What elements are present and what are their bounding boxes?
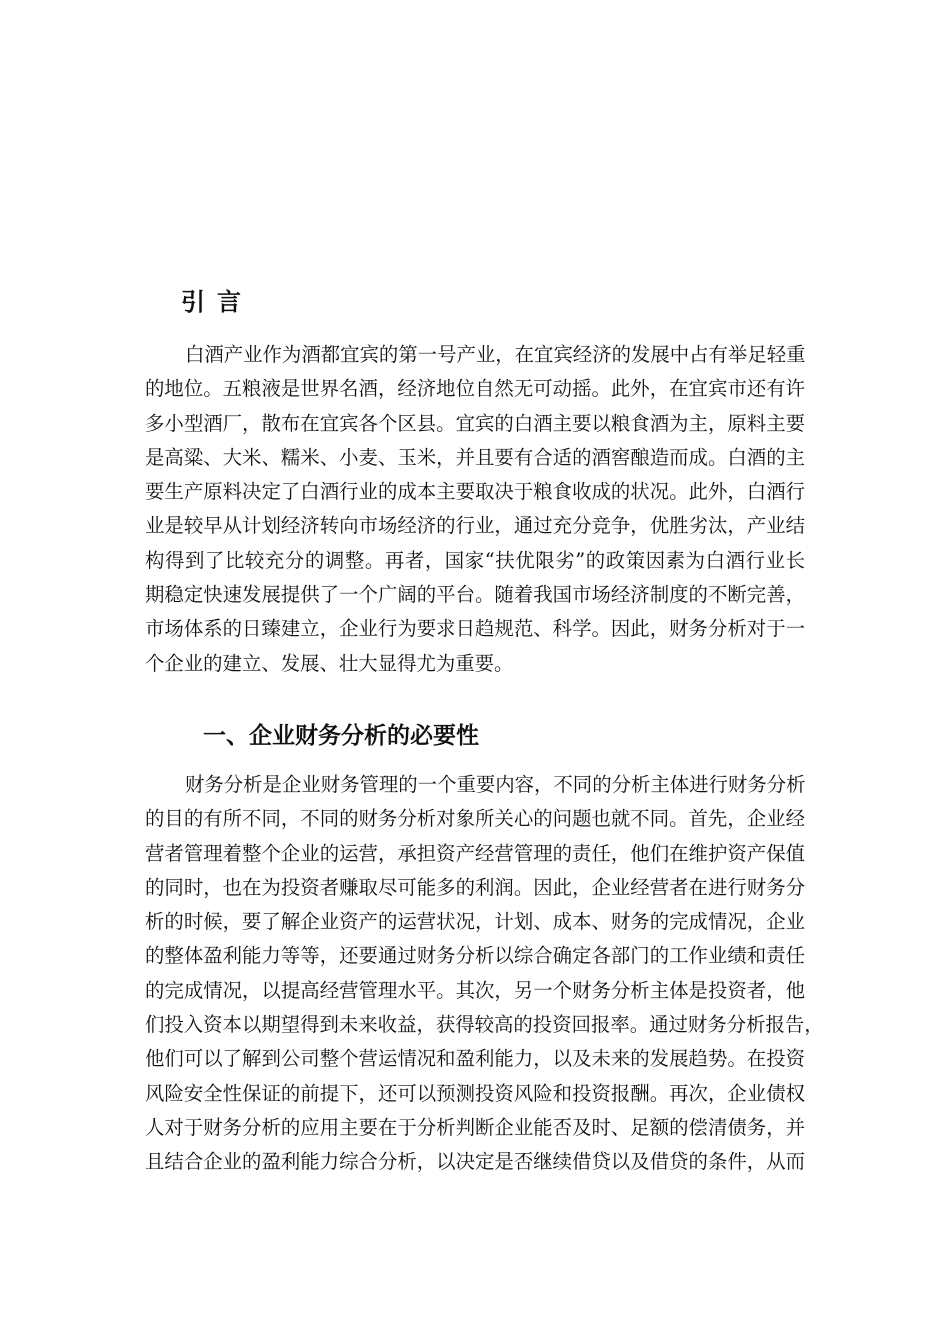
paragraph-line: 要生产原料决定了白酒行业的成本主要取决于粮食收成的状况。此外，白酒行: [145, 480, 805, 504]
paragraph-line: 的同时，也在为投资者赚取尽可能多的利润。因此，企业经营者在进行财务分: [145, 875, 805, 899]
paragraph-line: 的目的有所不同，不同的财务分析对象所关心的问题也就不同。首先，企业经: [145, 807, 805, 831]
paragraph-line: 的完成情况，以提高经营管理水平。其次，另一个财务分析主体是投资者，他: [145, 978, 805, 1002]
paragraph-line: 营者管理着整个企业的运营，承担资产经营管理的责任，他们在维护资产保值: [145, 841, 805, 865]
paragraph-line: 的地位。五粮液是世界名酒，经济地位自然无可动摇。此外，在宜宾市还有许: [145, 377, 805, 401]
paragraph-line: 构得到了比较充分的调整。再者，国家“扶优限劣”的政策因素为白酒行业长: [145, 548, 805, 572]
section-paragraph: [145, 768, 824, 1180]
paragraph-line: 们投入资本以期望得到未来收益，获得较高的投资回报率。通过财务分析报告，: [145, 1013, 824, 1037]
paragraph-line: 多小型酒厂，散布在宜宾各个区县。宜宾的白酒主要以粮食酒为主，原料主要: [145, 411, 805, 435]
paragraph-line: 析的时候，要了解企业资产的运营状况，计划、成本、财务的完成情况，企业: [145, 910, 805, 934]
intro-heading: 引言: [181, 288, 253, 316]
paragraph-line: 风险安全性保证的前提下，还可以预测投资风险和投资报酬。再次，企业债权: [145, 1081, 805, 1105]
intro-paragraph: [145, 338, 805, 681]
paragraph-line: 业是较早从计划经济转向市场经济的行业，通过充分竞争，优胜劣汰，产业结: [145, 514, 805, 538]
paragraph-line: 是高粱、大米、糯米、小麦、玉米，并且要有合适的酒窖酿造而成。白酒的主: [145, 445, 805, 469]
paragraph-line: 且结合企业的盈利能力综合分析，以决定是否继续借贷以及借贷的条件，从而: [145, 1150, 805, 1174]
paragraph-line: 人对于财务分析的应用主要在于分析判断企业能否及时、足额的偿清债务，并: [145, 1115, 805, 1139]
section-heading: 一、企业财务分析的必要性: [203, 723, 479, 749]
paragraph-line: 他们可以了解到公司整个营运情况和盈利能力，以及未来的发展趋势。在投资: [145, 1047, 805, 1071]
paragraph-line: 个企业的建立、发展、壮大显得尤为重要。: [145, 651, 514, 675]
paragraph-line: 的整体盈利能力等等，还要通过财务分析以综合确定各部门的工作业绩和责任: [145, 944, 805, 968]
paragraph-line: 财务分析是企业财务管理的一个重要内容，不同的分析主体进行财务分析: [185, 773, 806, 796]
paragraph-line: 期稳定快速发展提供了一个广阔的平台。随着我国市场经济制度的不断完善，: [145, 583, 805, 607]
paragraph-line: 白酒产业作为酒都宜宾的第一号产业，在宜宾经济的发展中占有举足轻重: [185, 343, 806, 366]
paragraph-line: 市场体系的日臻建立，企业行为要求日趋规范、科学。因此，财务分析对于一: [145, 617, 805, 641]
